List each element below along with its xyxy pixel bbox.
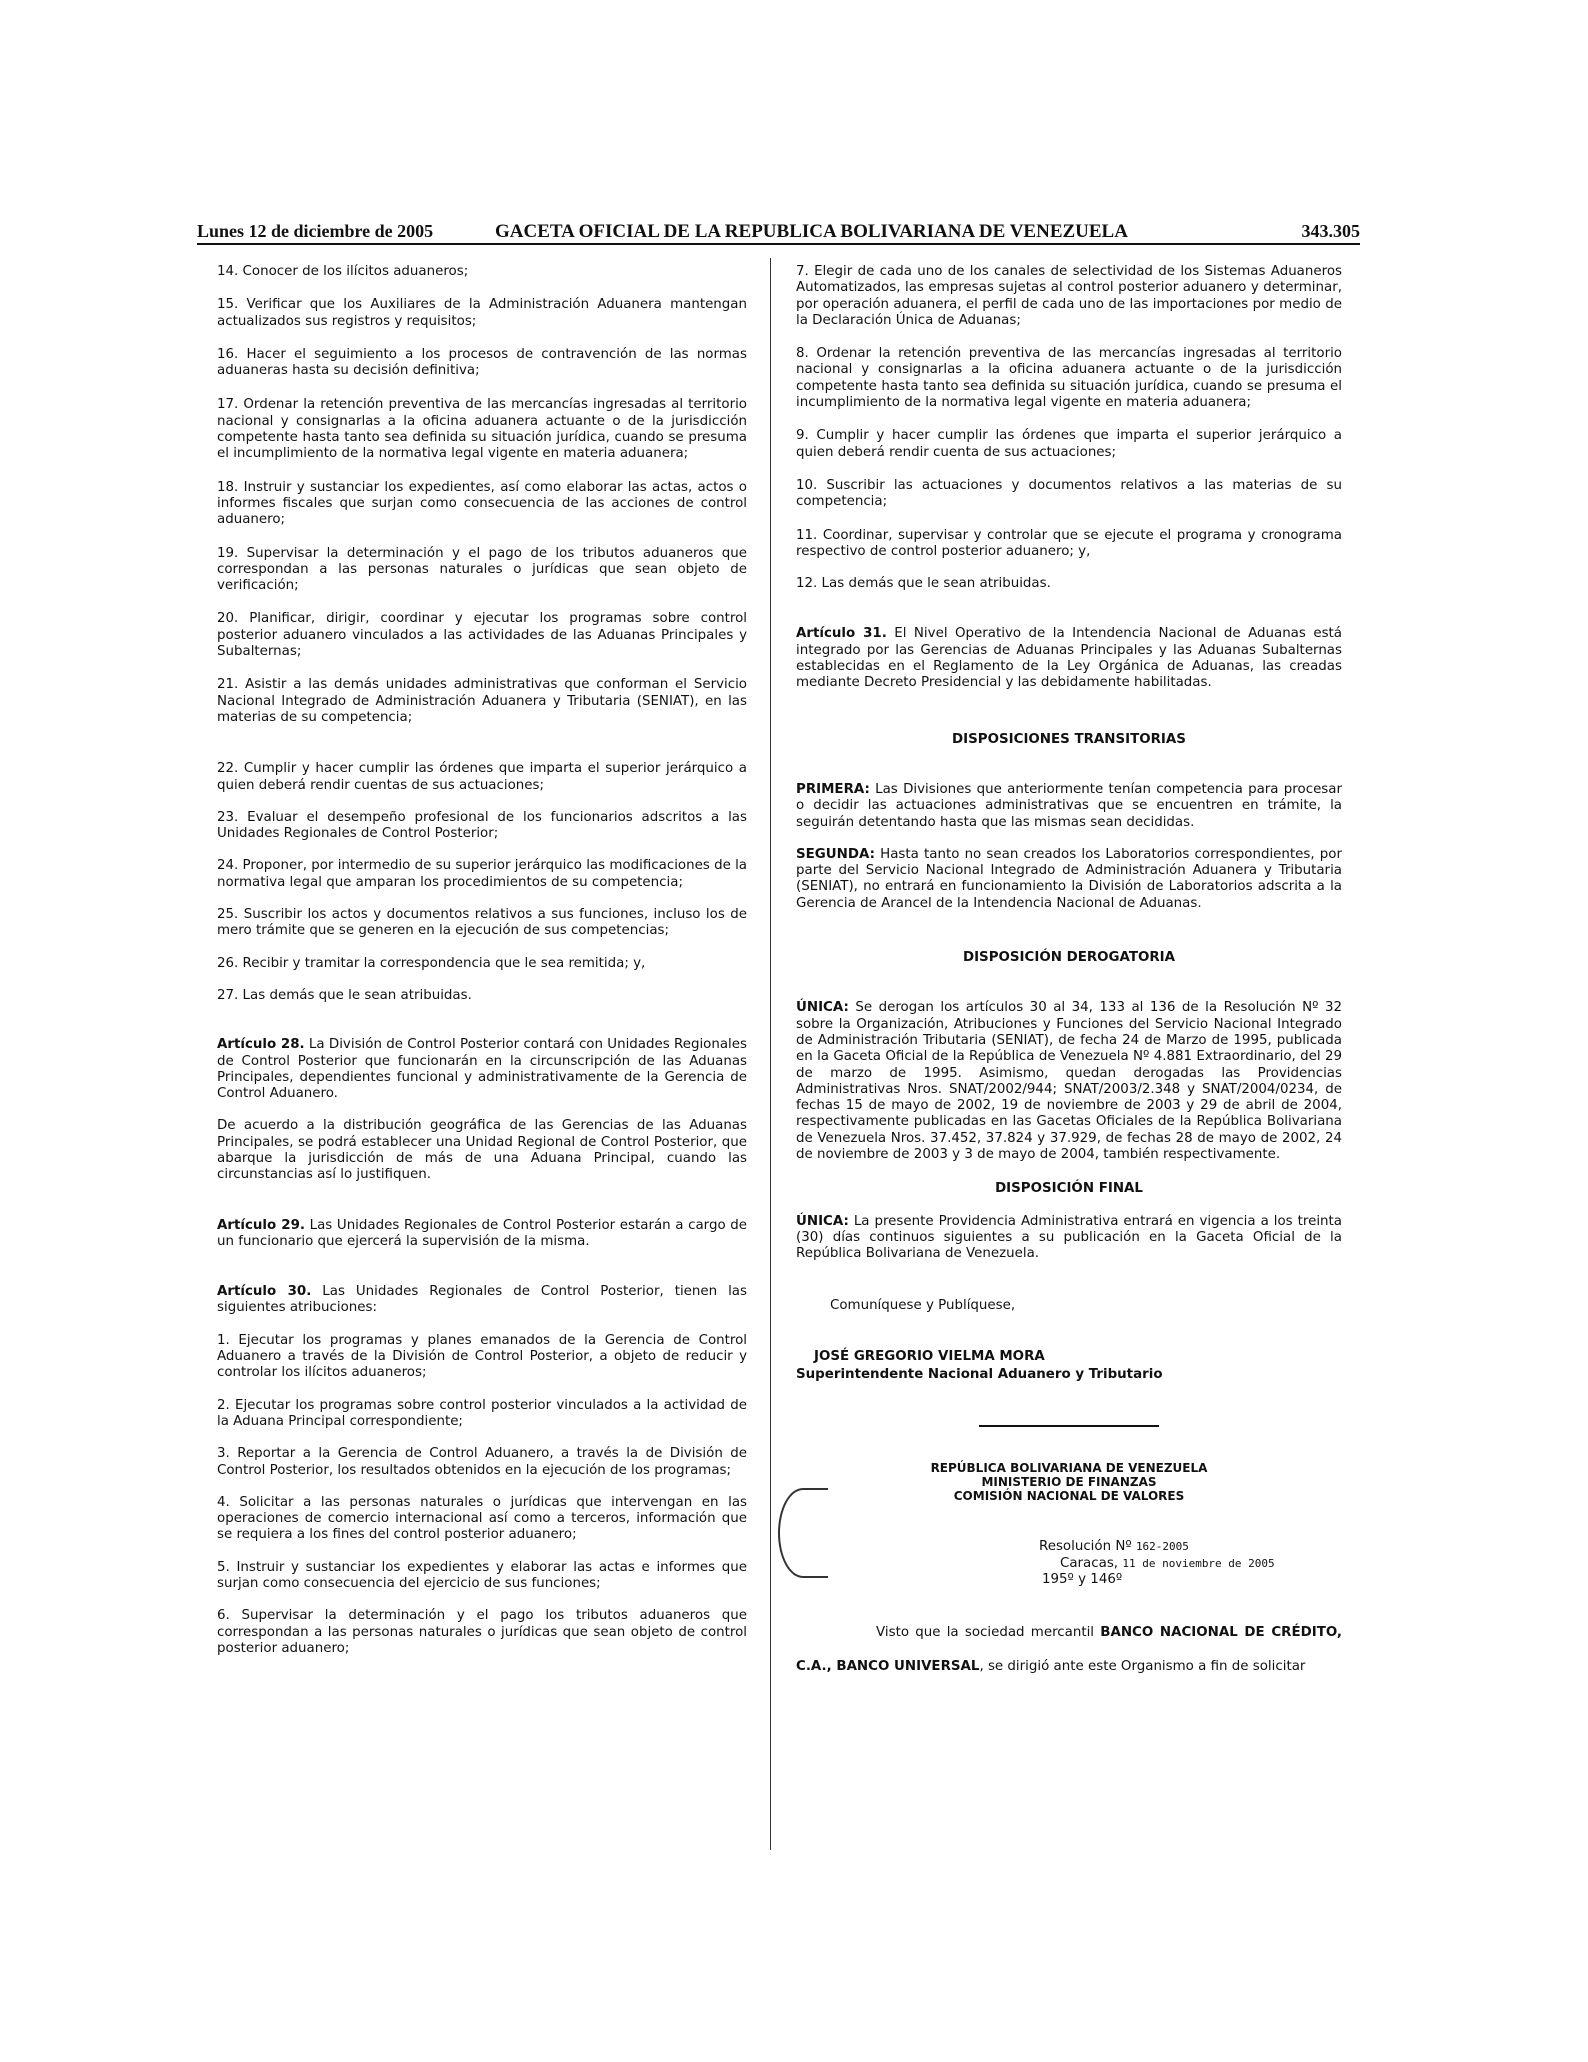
item-15: 15. Verificar que los Auxiliares de la Administración Aduanera mantengan actualizados sus registros y requisitos; — [217, 297, 747, 329]
item-20: 20. Planificar, dirigir, coordinar y ejecutar los programas sobre control posterior aduanero vinculados a las actividades de las Aduanas Principales y Subalternas; — [217, 611, 747, 660]
primera-text: Las Divisiones que anteriormente tenían competencia para procesar o decidir las actuaciones administrativas que se encuentren en trámite, la seguirán detentando hasta que las mismas sean decididas. — [796, 781, 1342, 830]
item-23: 23. Evaluar el desempeño profesional de los funcionarios adscritos a las Unidades Regionales de Control Posterior; — [217, 809, 747, 842]
art30-item-11: 11. Coordinar, supervisar y controlar que se ejecute el programa y cronograma respectivo de control posterior aduanero; y, — [796, 527, 1342, 559]
final-text: La presente Providencia Administrativa entrará en vigencia a los treinta (30) días continuos siguientes a su publicación en la Gaceta Oficial de la República Bolivariana de Venezuela. — [796, 1213, 1342, 1262]
art30-item-10: 10. Suscribir las actuaciones y documentos relativos a las materias de su competencia; — [796, 477, 1342, 510]
art30-item-1: 1. Ejecutar los programas y planes emanados de la Gerencia de Control Aduanero a través de la División de Control Posterior, a objeto de reducir y controlar los ilícitos aduaneros; — [217, 1332, 747, 1381]
left-column — [217, 264, 747, 1657]
header-title: GACETA OFICIAL DE LA REPUBLICA BOLIVARIANA DE VENEZUELA — [495, 221, 1128, 242]
item-19: 19. Supervisar la determinación y el pago de los tributos aduaneros que correspondan a las personas naturales o jurídicas que sean objeto de verificación; — [217, 545, 747, 594]
art30-item-2: 2. Ejecutar los programas sobre control posterior vinculados a la actividad de la Aduana Principal correspondiente; — [217, 1397, 747, 1429]
article-31-text: El Nivel Operativo de la Intendencia Nacional de Aduanas está integrado por las Gerencias de Aduanas Principales y las Aduanas Subalternas establecidas en el Reglamento de la Ley Orgánica de Aduanas, las creadas mediante Decreto Presidencial y las debidamente habilitadas. — [796, 626, 1342, 691]
header-page-number: 343.305 — [1301, 221, 1360, 241]
article-30-label: Artículo 30. — [217, 1284, 312, 1300]
page-header — [197, 221, 1360, 245]
item-27: 27. Las demás que le sean atribuidas. — [217, 987, 472, 1003]
transitoria-primera — [796, 782, 1342, 831]
item-18: 18. Instruir y sustanciar los expedientes, así como elaborar las actas, actos o informes fiscales que surjan como consecuencia de las acciones de control aduanero; — [217, 479, 747, 528]
city-date: 11 de noviembre de 2005 — [1122, 1556, 1275, 1570]
art30-item-9: 9. Cumplir y hacer cumplir las órdenes que imparta el superior jerárquico a quien deberá rendir cuenta de sus actuaciones; — [796, 428, 1342, 460]
city-label: Caracas, — [1060, 1555, 1119, 1571]
visto-paragraph — [796, 1616, 1342, 1684]
signature-closing: Comuníquese y Publíquese, — [830, 1298, 1016, 1314]
final-heading: DISPOSICIÓN FINAL — [995, 1181, 1143, 1197]
right-column — [796, 264, 1342, 1684]
signature-role: Superintendente Nacional Aduanero y Tributario — [796, 1367, 1163, 1383]
art30-item-3: 3. Reportar a la Gerencia de Control Aduanero, a través la de División de Control Posterior, los resultados obtenidos en la ejecución de los programas; — [217, 1446, 747, 1478]
visto-bank-name: BANCO NACIONAL DE CRÉDITO, C.A., BANCO UNIVERSAL — [796, 1625, 1343, 1675]
segunda-text: Hasta tanto no sean creados los Laboratorios correspondientes, por parte del Servicio Nacional Integrado de Administración Aduanera y Tributaria (SENIAT), no entrará en funcionamiento la División de Laboratorios adscrita a la Gerencia de Arancel de la Intendencia Nacional de Aduanas. — [796, 846, 1342, 911]
art30-item-6: 6. Supervisar la determinación y el pago los tributos aduaneros que correspondan a las personas naturales o jurídicas que sean objeto de control posterior aduanero; — [217, 1608, 747, 1656]
official-seal-stamp — [778, 1488, 828, 1578]
article-30-text: Las Unidades Regionales de Control Posterior, tienen las siguientes atribuciones: — [217, 1284, 747, 1316]
derogatoria-unica — [796, 1000, 1342, 1163]
article-29-label: Artículo 29. — [217, 1217, 305, 1233]
item-21: 21. Asistir a las demás unidades administrativas que conforman el Servicio Nacional Integrado de Administración Aduanera y Tributaria (SENIAT), en las materias de su competencia; — [217, 677, 747, 725]
segunda-label: SEGUNDA: — [796, 846, 875, 862]
article-29 — [217, 1218, 747, 1251]
article-28-text: La División de Control Posterior contará con Unidades Regionales de Control Posterior que funcionarán en la circunscripción de las Aduanas Principales, dependientes funcional y administrativamente de la Gerencia de Control Aduanero. — [217, 1037, 747, 1102]
visto-post: , se dirigió ante este Organismo a fin de solicitar — [979, 1659, 1306, 1675]
item-25: 25. Suscribir los actos y documentos relativos a sus funciones, incluso los de mero trámite que se generen en la ejecución de sus competencias; — [217, 907, 747, 939]
transitoria-segunda — [796, 847, 1342, 912]
article-30 — [217, 1284, 747, 1317]
final-unica — [796, 1214, 1342, 1263]
item-16: 16. Hacer el seguimiento a los procesos de contravención de las normas aduaneras hasta su decisión definitiva; — [217, 346, 747, 379]
resolution-number: 162-2005 — [1135, 1540, 1189, 1554]
column-divider — [770, 258, 771, 1850]
commission-heading: COMISIÓN NACIONAL DE VALORES — [953, 1489, 1185, 1504]
art30-item-5: 5. Instruir y sustanciar los expedientes y elaborar las actas e informes que surjan como consecuencia del ejercicio de sus funciones; — [217, 1559, 747, 1592]
item-24: 24. Proponer, por intermedio de su superior jerárquico las modificaciones de la normativa legal que amparan los procedimientos de su competencia; — [217, 858, 747, 890]
item-22: 22. Cumplir y hacer cumplir las órdenes que imparta el superior jerárquico a quien deberá rendir cuentas de sus actuaciones; — [217, 761, 747, 793]
section-separator — [979, 1425, 1159, 1427]
item-14: 14. Conocer de los ilícitos aduaneros; — [217, 264, 469, 279]
article-28 — [217, 1037, 747, 1102]
city-date-line — [1060, 1556, 1342, 1572]
ministry-heading: MINISTERIO DE FINANZAS — [981, 1475, 1157, 1490]
article-28-label: Artículo 28. — [217, 1037, 305, 1053]
item-17: 17. Ordenar la retención preventiva de las mercancías ingresadas al territorio nacional y consignarlas a la oficina aduanera actuante o de la jurisdicción competente hasta tanto sea definida su situación jurídica, cuando se presuma el incumplimiento de la normativa legal vigente en materia aduanera; — [217, 397, 747, 462]
derogatoria-heading: DISPOSICIÓN DEROGATORIA — [962, 950, 1176, 966]
derogatoria-label: ÚNICA: — [796, 1000, 849, 1016]
art30-item-8: 8. Ordenar la retención preventiva de las mercancías ingresadas al territorio nacional y consignarlas a la oficina aduanera actuante o de la jurisdicción competente hasta tanto sea definida su situación jurídica, cuando se presuma el incumplimiento de la normativa legal vigente en materia aduanera; — [796, 346, 1342, 411]
art30-item-12: 12. Las demás que le sean atribuidas. — [796, 576, 1051, 592]
resolution-label: Resolución Nº — [1039, 1539, 1132, 1555]
transitorias-heading: DISPOSICIONES TRANSITORIAS — [952, 731, 1186, 747]
item-26: 26. Recibir y tramitar la correspondencia que le sea remitida; y, — [217, 955, 646, 971]
art30-item-4: 4. Solicitar a las personas naturales o jurídicas que intervengan en las operaciones de comercio internacional así como a terceros, información que se requiera a los fines del control posterior aduanero; — [217, 1494, 747, 1543]
derogatoria-text: Se derogan los artículos 30 al 34, 133 al 136 de la Resolución Nº 32 sobre la Organización, Atribuciones y Funciones del Servicio Nacional Integrado de Administración Tributaria (SENIAT), de fecha 24 de Marzo de 1995, publicada en la Gaceta Oficial de la República de Venezuela Nº 4.881 Extraordinario, del 29 de marzo de 1995. Asimismo, quedan derogadas las Providencias Administrativas Nros. SNAT/2002/944; SNAT/2003/2.348 y SNAT/2004/0234, de fechas 15 de mayo de 2002, 19 de noviembre de 2003 y 29 de abril de 2004, respectivamente publicadas en las Gacetas Oficiales de la República Bolivariana de Venezuela Nros. 37.452, 37.824 y 37.929, de fechas 28 de mayo de 2002, 24 de noviembre de 2003 y 3 de mayo de 2004, también respectivamente. — [796, 1000, 1342, 1162]
article-28-paragraph-2: De acuerdo a la distribución geográfica de las Gerencias de las Aduanas Principales, se podrá establecer una Unidad Regional de Control Posterior, que abarque la jurisdicción de más de una Aduana Principal, cuando las circunstancias así lo justifiquen. — [217, 1118, 747, 1183]
art30-item-7: 7. Elegir de cada uno de los canales de selectividad de los Sistemas Aduaneros Automatizados, las empresas sujetas al control posterior aduanero y determinar, por operación aduanera, el perfil de cada uno de las importaciones por medio de la Declaración Única de Aduanas; — [796, 264, 1342, 328]
visto-pre: Visto que la sociedad mercantil — [876, 1625, 1101, 1641]
article-31-label: Artículo 31. — [796, 626, 887, 642]
article-29-text: Las Unidades Regionales de Control Posterior estarán a cargo de un funcionario que ejercerá la supervisión de la misma. — [217, 1217, 748, 1249]
header-date: Lunes 12 de diciembre de 2005 — [197, 221, 434, 241]
years-line: 195º y 146º — [1042, 1571, 1123, 1587]
resolution-line — [1039, 1539, 1342, 1555]
final-label: ÚNICA: — [796, 1213, 849, 1229]
republic-heading: REPÚBLICA BOLIVARIANA DE VENEZUELA — [930, 1461, 1208, 1476]
article-31 — [796, 626, 1342, 691]
signature-name: JOSÉ GREGORIO VIELMA MORA — [814, 1348, 1045, 1364]
primera-label: PRIMERA: — [796, 781, 870, 797]
